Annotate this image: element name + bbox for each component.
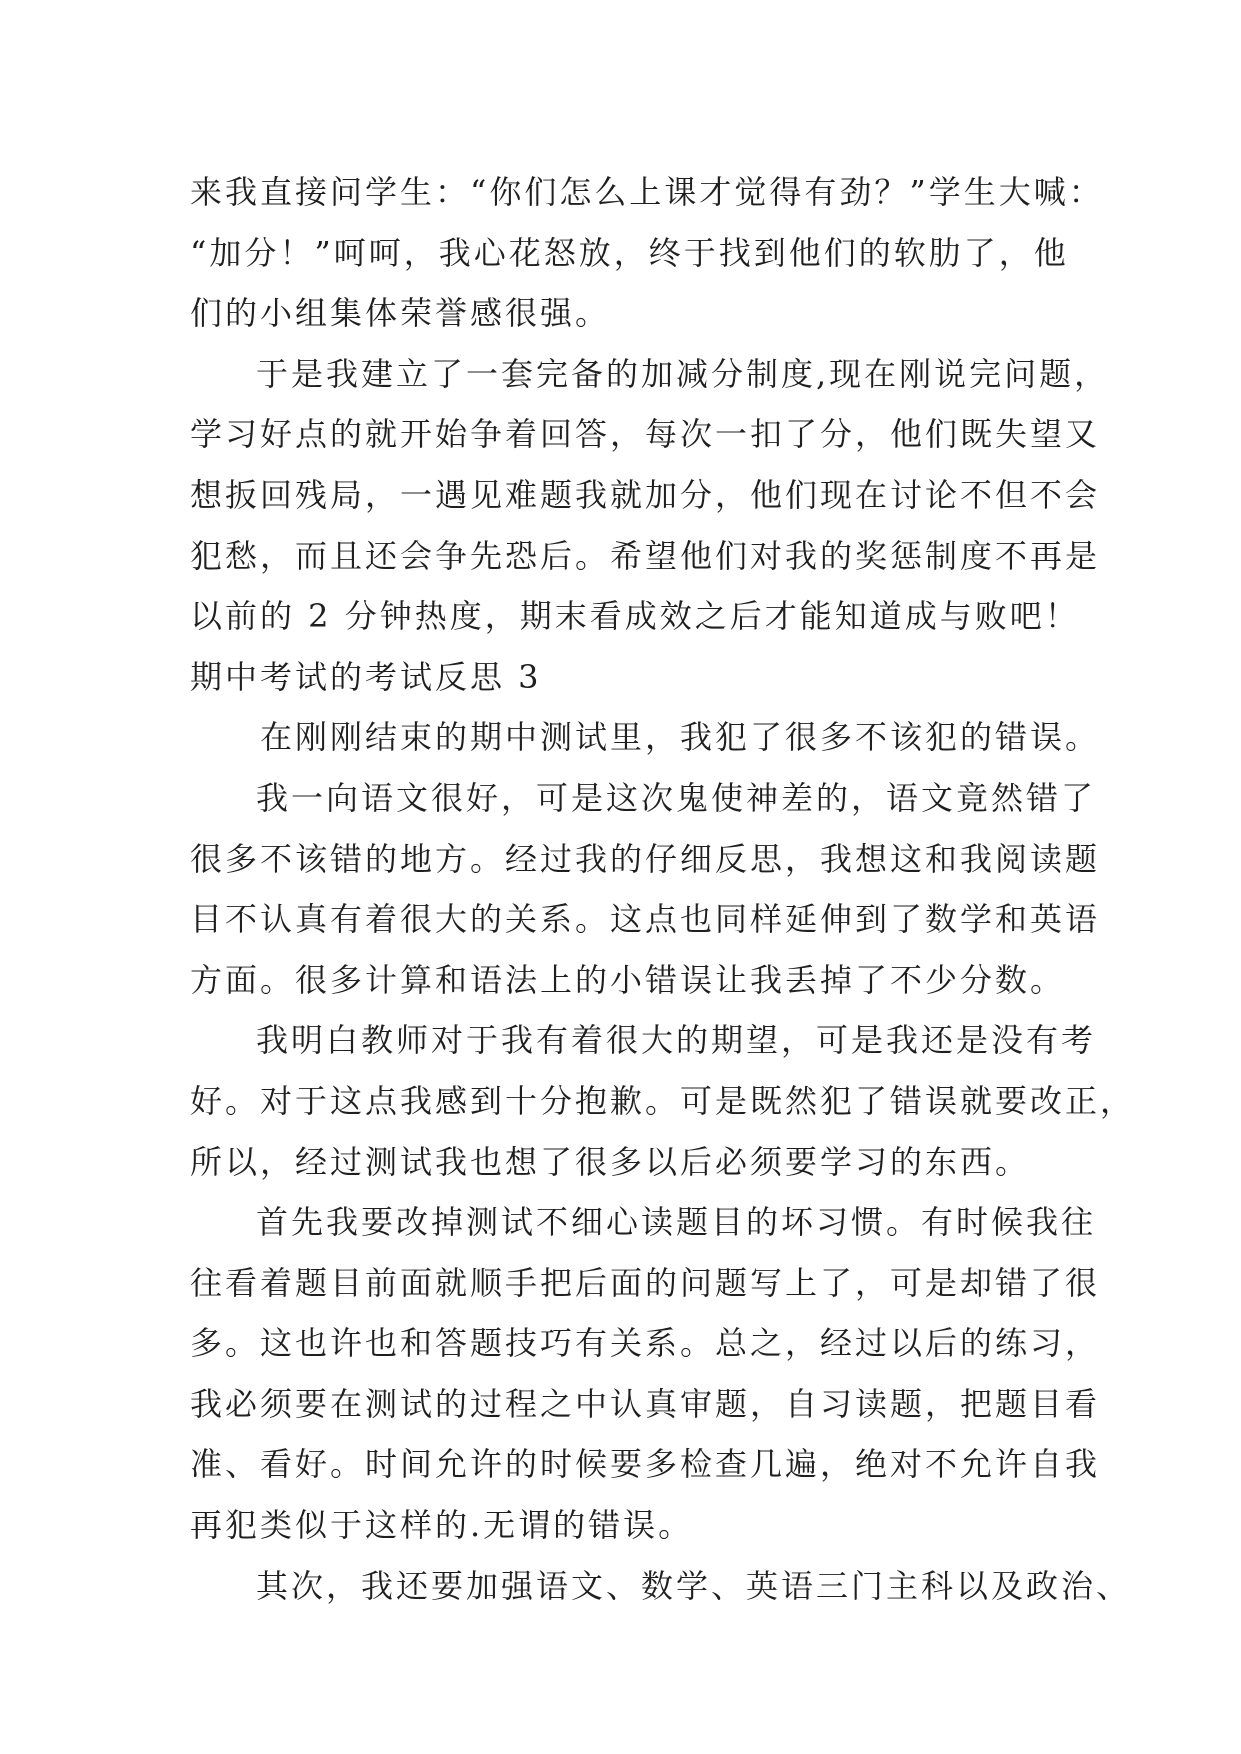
text-line: 很多不该错的地方。经过我的仔细反思，我想这和我阅读题 bbox=[190, 839, 1101, 878]
text-line: 想扳回残局，一遇见难题我就加分，他们现在讨论不但不会 bbox=[190, 475, 1101, 514]
text-line: 们的小组集体荣誉感很强。 bbox=[190, 294, 611, 333]
text-line: 我必须要在测试的过程之中认真审题，自习读题，把题目看 bbox=[190, 1384, 1101, 1423]
text-line: 多。这也许也和答题技巧有关系。总之，经过以后的练习， bbox=[190, 1324, 1101, 1363]
paragraph-first-line: 于是我建立了一套完备的加减分制度,现在刚说完问题， bbox=[256, 354, 1110, 393]
paragraph-first-line: 其次，我还要加强语文、数学、英语三门主科以及政治、 bbox=[256, 1566, 1132, 1605]
text-line: 目不认真有着很大的关系。这点也同样延伸到了数学和英语 bbox=[190, 900, 1101, 939]
paragraph-first-line: 我一向语文很好，可是这次鬼使神差的，语文竟然错了 bbox=[256, 778, 1097, 817]
text-line: 往看着题目前面就顺手把后面的问题写上了，可是却错了很 bbox=[190, 1263, 1101, 1302]
text-line: 再犯类似于这样的.无谓的错误。 bbox=[190, 1506, 694, 1545]
text-line: 犯愁，而且还会争先恐后。希望他们对我的奖惩制度不再是 bbox=[190, 536, 1101, 575]
text-line: 准、看好。时间允许的时候要多检查几遍，绝对不允许自我 bbox=[190, 1445, 1101, 1484]
text-line: 来我直接问学生：“你们怎么上课才觉得有劲？”学生大喊： bbox=[190, 173, 1104, 211]
text-line: 方面。很多计算和语法上的小错误让我丢掉了不少分数。 bbox=[190, 960, 1066, 999]
paragraph-first-line: 首先我要改掉测试不细心读题目的坏习惯。有时候我往 bbox=[256, 1203, 1097, 1242]
text-line: 所以，经过测试我也想了很多以后必须要学习的东西。 bbox=[190, 1142, 1031, 1181]
text-line: “加分！”呵呵，我心花怒放，终于找到他们的软肋了，他 bbox=[190, 233, 1069, 272]
text-line: 好。对于这点我感到十分抱歉。可是既然犯了错误就要改正， bbox=[190, 1081, 1136, 1120]
document-body bbox=[190, 162, 1136, 1616]
paragraph-first-line: 我明白教师对于我有着很大的期望，可是我还是没有考 bbox=[256, 1021, 1097, 1060]
text-line: 以前的 2 分钟热度，期末看成效之后才能知道成与败吧！ bbox=[190, 597, 1080, 636]
paragraph-first-line: 在刚刚结束的期中测试里，我犯了很多不该犯的错误。 bbox=[260, 718, 1101, 757]
section-heading: 期中考试的考试反思 3 bbox=[190, 657, 542, 696]
text-line: 学习好点的就开始争着回答，每次一扣了分，他们既失望又 bbox=[190, 415, 1101, 454]
